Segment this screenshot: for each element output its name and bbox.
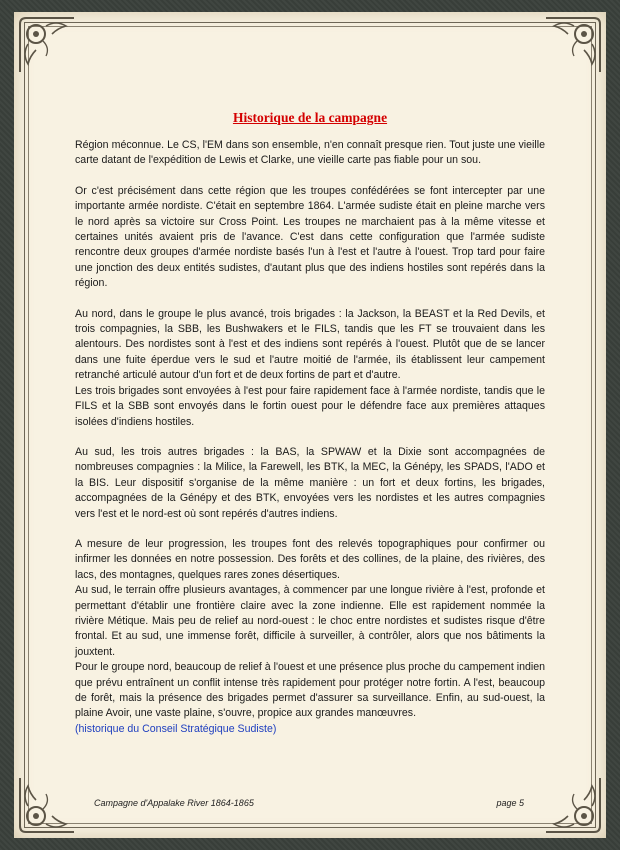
- corner-ornament-top-right: [542, 14, 604, 76]
- corner-ornament-bottom-right: [542, 774, 604, 836]
- paragraph: Région méconnue. Le CS, l'EM dans son ensemble, n'en connaît presque rien. Tout juste une vieille carte datant de l'expédition de Lewis et Clarke, une vieille carte pas fiable pour un sou.: [75, 139, 545, 167]
- page-title: Historique de la campagne: [232, 110, 388, 125]
- source-credit: (historique du Conseil Stratégique Sudiste): [75, 722, 277, 735]
- paragraph-spacer: [75, 430, 545, 445]
- paragraph: Pour le groupe nord, beaucoup de relief à l'ouest et une présence plus proche du campement indien que prévu entraînent un conflit intense très rapidement pour protéger notre fortin. A l'est, beaucoup de forêt, mais la présence des brigades permet d'assurer sa surveillance. Enfin, au sud-ouest, la plaine Avoir, une vaste plaine, s'ouvre, propice aux grandes manœuvres.: [75, 661, 545, 720]
- paragraph: Au sud, les trois autres brigades : la BAS, la SPWAW et la Dixie sont accompagnées de nombreuses compagnies : la Milice, la Farewell, les BTK, la MEC, la Génépy, les SPADS, l'ADO et la BIS. Leur dispositif s'organise de la même manière : un fort et deux fortins, les brigades, accompagnées de la Génépy et des BTK, envoyées vers les nordistes et les autres compagnies vers l'est et le nord-est où sont repérés d'autres indiens.: [75, 445, 545, 520]
- paragraph-spacer: [75, 292, 545, 307]
- corner-ornament-bottom-left: [16, 774, 78, 836]
- corner-ornament-top-left: [16, 14, 78, 76]
- document-body: [75, 138, 545, 737]
- paragraph: Les trois brigades sont envoyées à l'est pour faire rapidement face à l'armée nordiste, tandis que le FILS et la SBB sont envoyés dans le fortin ouest pour le défendre face aux premières attaques isolées d'indiens hostiles.: [75, 384, 545, 428]
- paragraph: A mesure de leur progression, les troupes font des relevés topographiques pour confirmer ou infirmer les données en notre possession. Des forêts et des collines, de la plaine, des rivières, des lacs, des montagnes, quelques rares zones désertiques.: [75, 537, 545, 581]
- footer-campaign-title: Campagne d'Appalake River 1864-1865: [94, 798, 254, 808]
- paragraph-spacer: [75, 169, 545, 184]
- footer-page-number: page 5: [496, 798, 524, 808]
- paragraph-spacer: [75, 522, 545, 537]
- paragraph: Au sud, le terrain offre plusieurs avantages, à commencer par une longue rivière à l'est, profonde et permettant d'établir une frontière claire avec la zone indienne. Elle est rapidement nommée la rivière Métique. Mais peu de relief au nord-ouest : le choc entre nordistes et sudistes risque d'être frontal. Et au sud, une immense forêt, difficile à surveiller, à contrôler, alors que nos bâtiments la jouxtent.: [75, 584, 545, 658]
- paragraph: Au nord, dans le groupe le plus avancé, trois brigades : la Jackson, la BEAST et la Red Devils, et trois compagnies, la SBB, les Bushwakers et le FILS, tandis que les FT se trouvaient dans les alentours. Des nordistes sont à l'est et des indiens sont repérés à l'ouest. Plutôt que de se lancer dans une fuite éperdue vers le sud et l'autre moitié de l'armée, ils établissent leur campement retranché articulé autour d'un fort et de deux fortins de part et d'autre.: [75, 307, 545, 382]
- paragraph: Or c'est précisément dans cette région que les troupes confédérées se font intercepter par une importante armée nordiste. C'était en septembre 1864. L'armée sudiste était en pleine marche vers le nord après sa victoire sur Cross Point. Les troupes ne marchaient pas à la même vitesse et certaines unités avaient pris de l'avance. C'est dans cette configuration que l'armée sudiste rencontre deux groupes d'armée nordiste basés l'un à l'est et l'autre à l'ouest. Trop tard pour faire une jonction des deux entités sudistes, d'autant plus que des indiens hostiles sont repérés dans la région.: [75, 184, 545, 290]
